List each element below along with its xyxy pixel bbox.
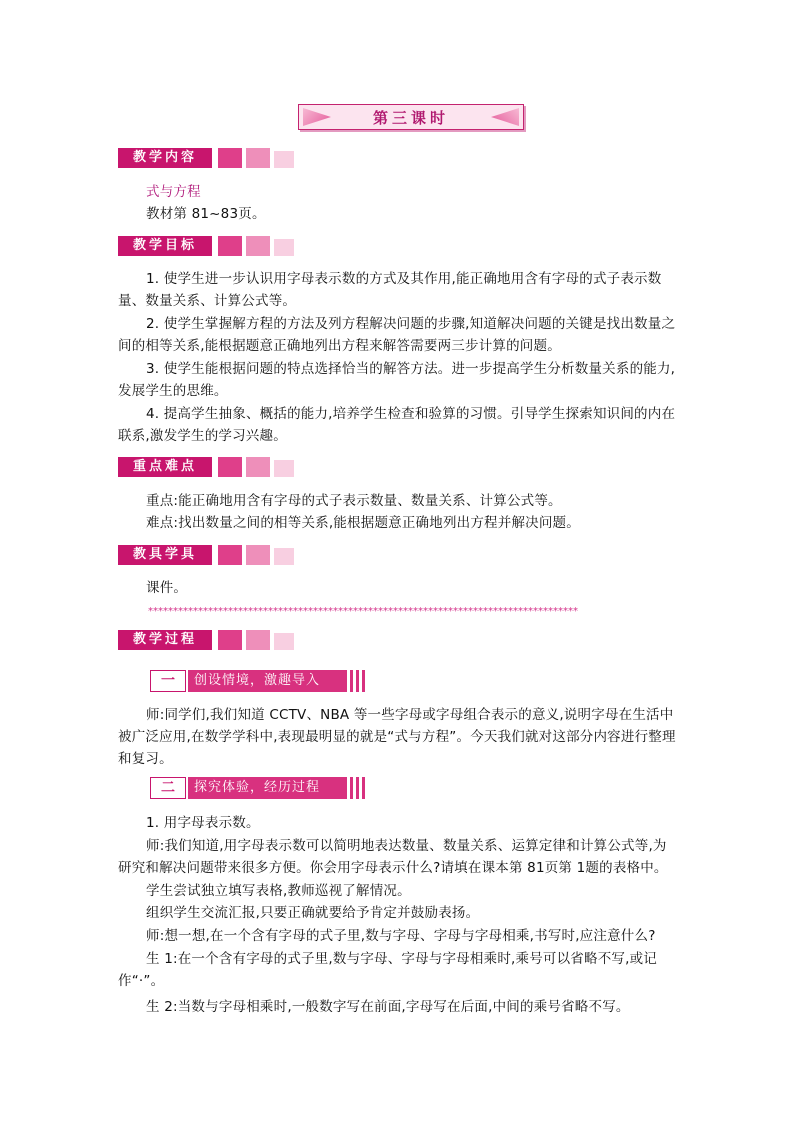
goal-item-3: 3. 使学生能根据问题的特点选择恰当的解答方法。进一步提高学生分析数量关系的能力,发展学生的思维。 bbox=[118, 361, 676, 399]
header-square-icon bbox=[246, 545, 270, 565]
header-square-icon bbox=[274, 151, 294, 168]
step1-paragraph: 师:同学们,我们知道 CCTV、NBA 等一些字母或字母组合表示的意义,说明字母在生活中被广泛应用,在数学学科中,表现最明显的就是“式与方程”。今天我们就对这部分内容进行整理和复习。 bbox=[118, 707, 676, 767]
header-square-icon bbox=[274, 548, 294, 565]
step2-paragraph: 师:我们知道,用字母表示数可以简明地表达数量、数量关系、运算定律和计算公式等,为研究和解决问题带来很多方便。你会用字母表示什么?请填在课本第 81页第 1题的表格中。 bbox=[118, 838, 668, 876]
step-header-1 bbox=[150, 670, 364, 692]
section-label: 教学过程 bbox=[118, 630, 212, 650]
lesson-title: 第三课时 bbox=[372, 109, 449, 127]
step-stripes-icon bbox=[344, 670, 366, 692]
section-label: 教学目标 bbox=[118, 236, 212, 256]
header-square-icon bbox=[246, 457, 270, 477]
goal-item-2: 2. 使学生掌握解方程的方法及列方程解决问题的步骤,知道解决问题的关键是找出数量之间的相等关系,能根据题意正确地列出方程来解答需要两三步计算的问题。 bbox=[118, 316, 676, 354]
section-label: 重点难点 bbox=[118, 457, 212, 477]
header-square-icon bbox=[246, 236, 270, 256]
step2-paragraph: 组织学生交流汇报,只要正确就要给予肯定并鼓励表扬。 bbox=[146, 905, 480, 921]
header-square-icon bbox=[274, 460, 294, 477]
step-number: 一 bbox=[150, 670, 186, 692]
step2-paragraph: 生 1:在一个含有字母的式子里,数与字母、字母与字母相乘时,乘号可以省略不写,或记作“·”。 bbox=[118, 951, 658, 989]
tools-text: 课件。 bbox=[146, 580, 188, 596]
header-square-icon bbox=[246, 630, 270, 650]
step-title: 创设情境，激趣导入 bbox=[188, 670, 344, 692]
section-label: 教学内容 bbox=[118, 148, 212, 168]
header-square-icon bbox=[274, 633, 294, 650]
step-header-2 bbox=[150, 777, 364, 799]
step-number: 二 bbox=[150, 777, 186, 799]
step2-paragraph: 1. 用字母表示数。 bbox=[146, 815, 260, 831]
step-stripes-icon bbox=[344, 777, 366, 799]
goal-item-1: 1. 使学生进一步认识用字母表示数的方式及其作用,能正确地用含有字母的式子表示数量、数量关系、计算公式等。 bbox=[118, 271, 662, 309]
header-square-icon bbox=[274, 239, 294, 256]
content-pages: 教材第 81~83页。 bbox=[146, 206, 266, 222]
step-title: 探究体验，经历过程 bbox=[188, 777, 344, 799]
goal-item-4: 4. 提高学生抽象、概括的能力,培养学生检查和验算的习惯。引导学生探索知识间的内在联系,激发学生的学习兴趣。 bbox=[118, 406, 676, 444]
section-label: 教具学具 bbox=[118, 545, 212, 565]
header-square-icon bbox=[218, 630, 242, 650]
header-square-icon bbox=[218, 545, 242, 565]
header-square-icon bbox=[218, 457, 242, 477]
content-topic: 式与方程 bbox=[146, 184, 201, 200]
step2-paragraph: 师:想一想,在一个含有字母的式子里,数与字母、字母与字母相乘,书写时,应注意什么? bbox=[146, 928, 656, 944]
step2-paragraph: 学生尝试独立填写表格,教师巡视了解情况。 bbox=[146, 883, 411, 899]
header-square-icon bbox=[218, 148, 242, 168]
header-square-icon bbox=[246, 148, 270, 168]
header-square-icon bbox=[218, 236, 242, 256]
step2-paragraph: 生 2:当数与字母相乘时,一般数字写在前面,字母写在后面,中间的乘号省略不写。 bbox=[146, 999, 630, 1015]
star-divider: ************************************************************************************** bbox=[148, 606, 578, 617]
key-point-text: 重点:能正确地用含有字母的式子表示数量、数量关系、计算公式等。 bbox=[146, 493, 562, 509]
difficult-point-text: 难点:找出数量之间的相等关系,能根据题意正确地列出方程并解决问题。 bbox=[146, 515, 580, 531]
lesson-title-banner bbox=[298, 104, 524, 130]
